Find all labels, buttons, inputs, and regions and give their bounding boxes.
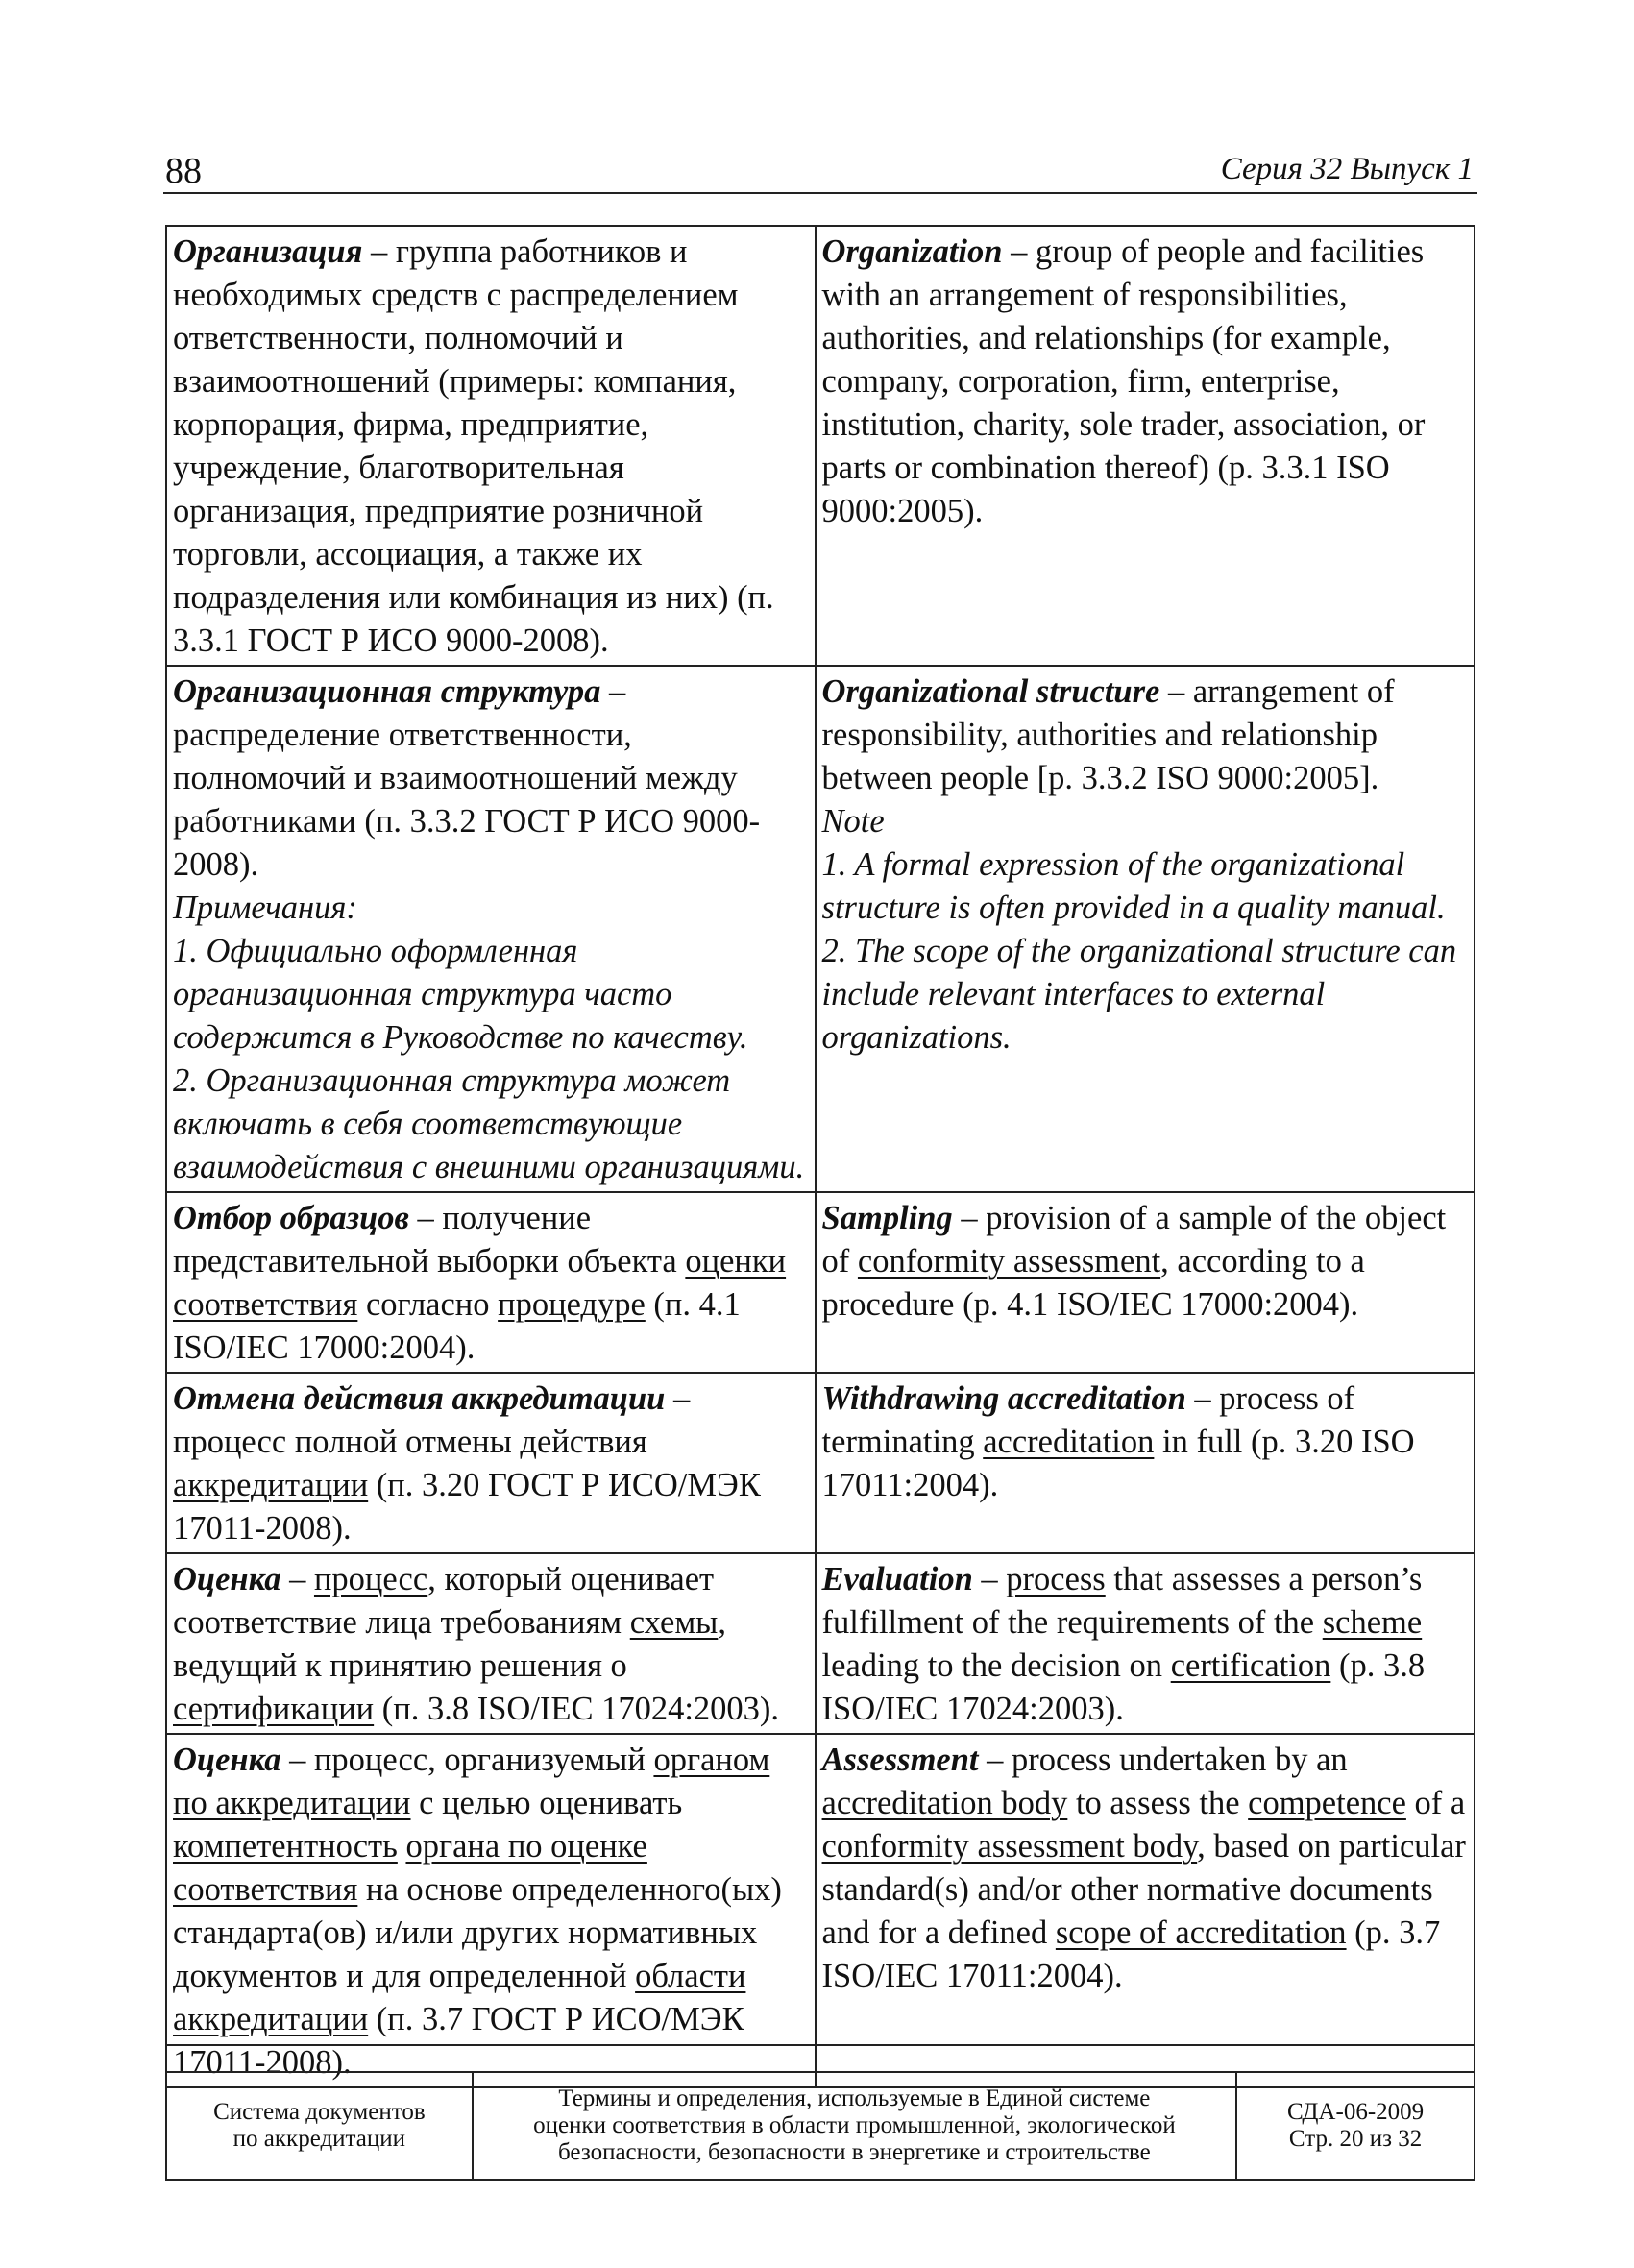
term-link[interactable]: scope of accreditation xyxy=(1055,1914,1347,1951)
term-name: Organization xyxy=(821,233,1003,270)
term-link[interactable]: competence xyxy=(1248,1785,1406,1821)
term-name: Организационная структура xyxy=(173,673,601,710)
term-name: Organizational structure xyxy=(821,673,1160,710)
term-ru: Организация – группа работников и необходимых средств с распределением ответственности, полномочий и взаимоотношений (примеры: компания, корпорация, фирма, предприятие, учреждение, благотворительная организация, предприятие розничной торговли, ассоциация, а также их подразделения или комбинация из них) (п. 3.3.1 ГОСТ Р ИСО 9000-2008). xyxy=(166,226,816,666)
term-en: Organization – group of people and facilities with an arrangement of responsibilities, authorities, and relationships (for example, company, corporation, firm, enterprise, institution, charity, sole trader, association, or parts or combination thereof) (p. 3.3.1 ISO 9000:2005). xyxy=(816,226,1475,666)
term-link[interactable]: accreditation body xyxy=(821,1785,1068,1821)
term-en: Evaluation – process that assesses a person’s fulfillment of the requirements of the scheme leading to the decision on certification (p. 3.8 ISO/IEC 17024:2003). xyxy=(816,1553,1475,1734)
term-definition: группа работников и необходимых средств с распределением ответственности, полномочий и взаимоотношений (примеры: компания, корпорация, фирма, предприятие, учреждение, благотворительная организация, предприятие розничной торговли, ассоциация, а также их подразделения или комбинация из них) (п. 3.3.1 ГОСТ Р ИСО 9000-2008). xyxy=(173,233,774,659)
term-name: Sampling xyxy=(821,1200,953,1236)
note-title: Примечания: xyxy=(173,890,357,926)
table-row xyxy=(166,666,1475,1192)
term-ru: Оценка – процесс, который оценивает соответствие лица требованиям схемы, ведущий к принятию решения о сертификации (п. 3.8 ISO/IEC 17024:2003). xyxy=(166,1553,816,1734)
terms-table xyxy=(165,225,1475,2088)
term-name: Оценка xyxy=(173,1561,281,1597)
term-link[interactable]: органа по оценке соответствия xyxy=(173,1828,647,1908)
term-ru: Организационная структура – распределение ответственности, полномочий и взаимоотношений между работниками (п. 3.3.2 ГОСТ Р ИСО 9000-2008). Примечания: 1. Официально оформленная организационная структура часто содержится в Руководстве по качеству. 2. Организационная структура может включать в себя соответствующие взаимодействия с внешними организациями. xyxy=(166,666,816,1192)
footer-divider xyxy=(165,2044,1475,2046)
term-link[interactable]: scheme xyxy=(1322,1604,1423,1641)
page-count: Стр. 20 из 32 xyxy=(1288,2126,1423,2152)
term-link[interactable]: органом по аккредитации xyxy=(173,1742,770,1821)
term-name: Assessment xyxy=(821,1742,979,1778)
footer-table xyxy=(165,2071,1475,2181)
term-link[interactable]: certification xyxy=(1170,1647,1331,1684)
term-en: Sampling – provision of a sample of the object of conformity assessment, according to a procedure (p. 4.1 ISO/IEC 17000:2004). xyxy=(816,1192,1475,1373)
term-en: Withdrawing accreditation – process of terminating accreditation in full (p. 3.20 ISO 17011:2004). xyxy=(816,1373,1475,1553)
term-name: Оценка xyxy=(173,1742,281,1778)
page-header xyxy=(163,144,1477,194)
table-row xyxy=(166,1192,1475,1373)
term-link[interactable]: process xyxy=(1006,1561,1106,1597)
term-link[interactable]: оценки соответствия xyxy=(173,1243,787,1323)
table-row xyxy=(166,1734,1475,2087)
term-en: Organizational structure – arrangement of responsibility, authorities and relationship between people [p. 3.3.2 ISO 9000:2005]. Note 1. A formal expression of the organizational structure is often provided in a quality manual. 2. The scope of the organizational structure can include relevant interfaces to external organizations. xyxy=(816,666,1475,1192)
footer-title-cell: Термины и определения, используемые в Единой системе оценки соответствия в области промышленной, экологической безопасности, безопасности в энергетике и строительстве xyxy=(473,2072,1236,2180)
term-en: Assessment – process undertaken by an accreditation body to assess the competence of a conformity assessment body, based on particular standard(s) and/or other normative documents and for a defined scope of accreditation (p. 3.7 ISO/IEC 17011:2004). xyxy=(816,1734,1475,2087)
term-name: Отмена действия аккредитации xyxy=(173,1380,666,1417)
term-link[interactable]: conformity assessment xyxy=(857,1243,1161,1280)
term-link[interactable]: сертификации xyxy=(173,1691,375,1727)
term-link[interactable]: conformity assessment body xyxy=(821,1828,1198,1865)
footer-doc-cell xyxy=(1236,2072,1475,2180)
note-item: 2. The scope of the organizational structure can include relevant interfaces to external organizations. xyxy=(821,933,1457,1056)
term-ru: Отмена действия аккредитации – процесс полной отмены действия аккредитации (п. 3.20 ГОСТ Р ИСО/МЭК 17011-2008). xyxy=(166,1373,816,1553)
term-link[interactable]: процесс xyxy=(313,1561,428,1597)
note-item: 2. Организационная структура может включать в себя соответствующие взаимодействия с внешними организациями. xyxy=(173,1062,805,1185)
term-ru: Оценка – процесс, организуемый органом по аккредитации с целью оценивать компетентность органа по оценке соответствия на основе определенного(ых) стандарта(ов) и/или других нормативных документов и для определенной области аккредитации (п. 3.7 ГОСТ Р ИСО/МЭК 17011-2008). xyxy=(166,1734,816,2087)
page-number: 88 xyxy=(165,151,202,191)
doc-code: СДА-06-2009 xyxy=(1286,2099,1425,2125)
note-item: 1. A formal expression of the organizational structure is often provided in a quality manual. xyxy=(821,846,1446,926)
term-link[interactable]: области аккредитации xyxy=(173,1958,746,2037)
term-link[interactable]: схемы xyxy=(629,1604,719,1641)
footer-system-cell: Система документов по аккредитации xyxy=(166,2072,473,2180)
term-name: Организация xyxy=(173,233,363,270)
term-definition: group of people and facilities with an arrangement of responsibilities, authorities, and relationships (for example, company, corporation, firm, enterprise, institution, charity, sole trader, association, or parts or combination thereof) (p. 3.3.1 ISO 9000:2005). xyxy=(821,233,1426,529)
table-row xyxy=(166,1373,1475,1553)
term-link[interactable]: accreditation xyxy=(983,1424,1155,1460)
table-row xyxy=(166,1553,1475,1734)
table-row xyxy=(166,226,1475,666)
note-title: Note xyxy=(821,803,885,840)
term-name: Withdrawing accreditation xyxy=(821,1380,1186,1417)
term-link[interactable]: аккредитации xyxy=(173,1467,369,1503)
term-link[interactable]: процедуре xyxy=(498,1286,646,1323)
term-name: Evaluation xyxy=(821,1561,973,1597)
note-item: 1. Официально оформленная организационная структура часто содержится в Руководстве по качеству. xyxy=(173,933,748,1056)
term-ru: Отбор образцов – получение представительной выборки объекта оценки соответствия согласно процедуре (п. 4.1 ISO/IEC 17000:2004). xyxy=(166,1192,816,1373)
term-link[interactable]: компетентность xyxy=(173,1828,398,1865)
series-title: Серия 32 Выпуск 1 xyxy=(1220,152,1474,186)
term-name: Отбор образцов xyxy=(173,1200,409,1236)
term-definition: распределение ответственности, полномочий и взаимоотношений между работниками (п. 3.3.2 ГОСТ Р ИСО 9000-2008). xyxy=(173,717,761,883)
term-definition: arrangement of responsibility, authorities and relationship between people [p. 3.3.2 ISO 9000:2005]. xyxy=(821,673,1395,796)
